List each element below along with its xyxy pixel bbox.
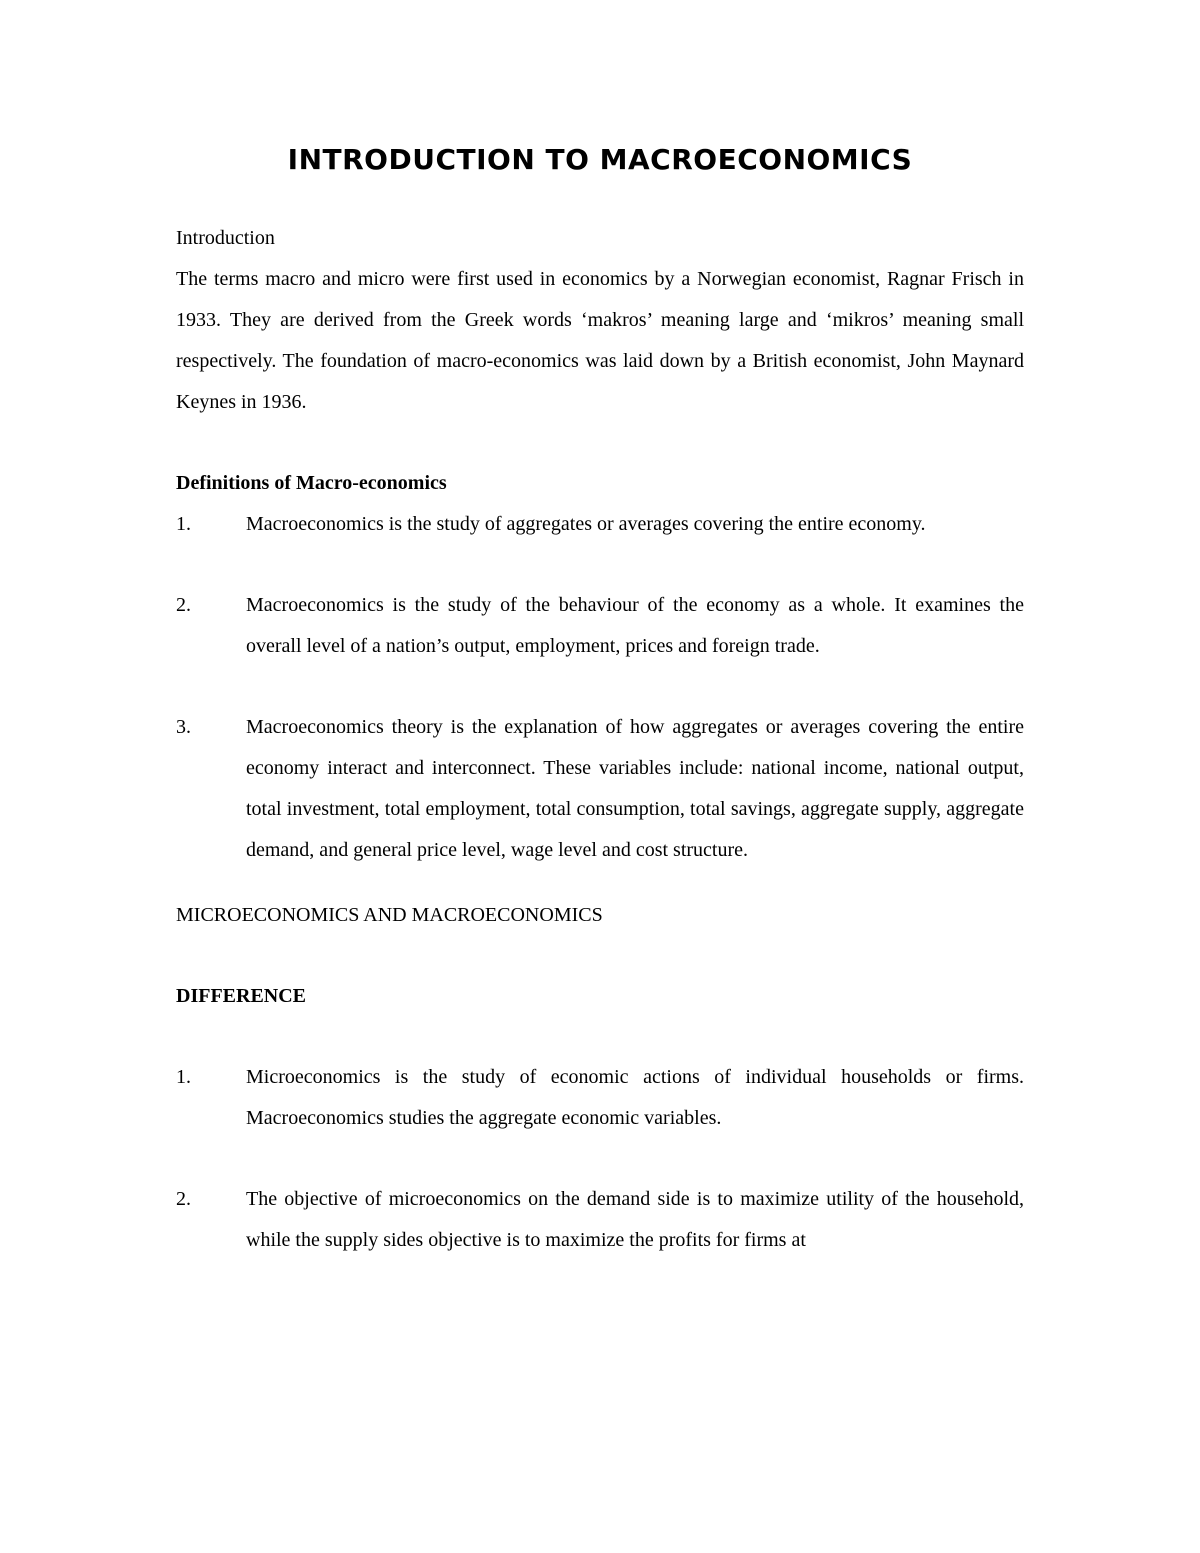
definition-number: 2.: [176, 594, 191, 616]
definition-item: [176, 504, 1024, 545]
difference-text: The objective of microeconomics on the demand side is to maximize utility of the household, while the supply sides objective is to maximize the profits for firms at: [246, 1188, 1024, 1251]
spacer: [176, 423, 1024, 463]
intro-label: Introduction: [176, 227, 275, 249]
definition-text: Macroeconomics is the study of the behaviour of the economy as a whole. It examines the overall level of a nation’s output, employment, prices and foreign trade.: [246, 594, 1024, 657]
spacer: [176, 545, 1024, 585]
spacer: [176, 1017, 1024, 1057]
document-content: [176, 140, 1024, 1261]
definition-item: [176, 707, 1024, 871]
definitions-list: [176, 504, 1024, 871]
definition-number: 3.: [176, 716, 191, 738]
difference-item: [176, 1057, 1024, 1139]
spacer: [176, 936, 1024, 976]
difference-number: 2.: [176, 1188, 191, 1210]
definition-text: Macroeconomics theory is the explanation of how aggregates or averages covering the entire economy interact and interconnect. These variables include: national income, national output, total investment, total employment, total consumption, total savings, aggregate supply, aggregate demand, and general price level, wage level and cost structure.: [246, 716, 1024, 861]
difference-item: [176, 1179, 1024, 1261]
difference-number: 1.: [176, 1066, 191, 1088]
document-title: INTRODUCTION TO MACROECONOMICS: [287, 143, 913, 176]
definition-text: Macroeconomics is the study of aggregates or averages covering the entire economy.: [246, 513, 926, 535]
definition-item: [176, 585, 1024, 667]
intro-paragraph: The terms macro and micro were first used in economics by a Norwegian economist, Ragnar Frisch in 1933. They are derived from the Greek words ‘makros’ meaning large and ‘mikros’ meaning small respectively. The foundation of macro-economics was laid down by a British economist, John Maynard Keynes in 1936.: [176, 268, 1024, 413]
micro-macro-heading: MICROECONOMICS AND MACROECONOMICS: [176, 904, 603, 926]
spacer: [176, 871, 1024, 895]
difference-heading: DIFFERENCE: [176, 985, 307, 1007]
definitions-heading: Definitions of Macro-economics: [176, 472, 447, 494]
difference-text: Microeconomics is the study of economic actions of individual households or firms. Macroeconomics studies the aggregate economic variables.: [246, 1066, 1024, 1129]
spacer: [176, 1139, 1024, 1179]
spacer: [176, 667, 1024, 707]
differences-list: [176, 1057, 1024, 1261]
definition-number: 1.: [176, 513, 191, 535]
